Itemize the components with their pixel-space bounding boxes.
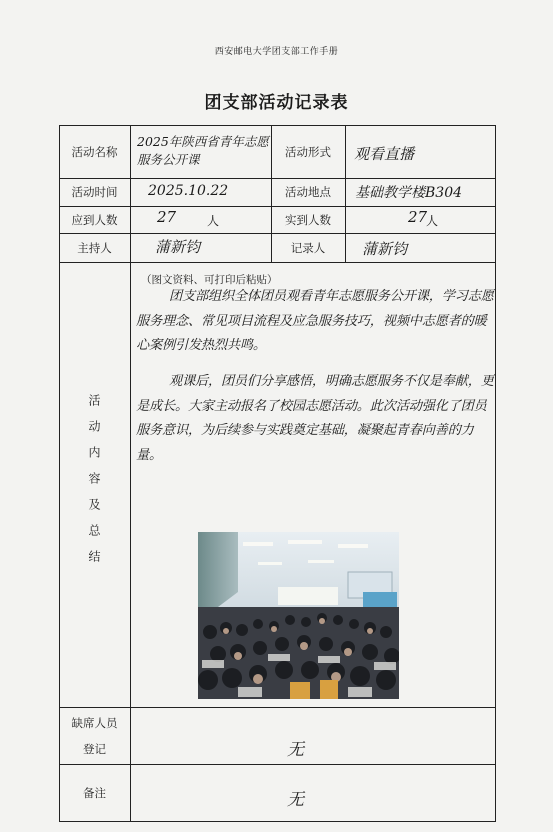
- actual-count-unit: 人: [426, 214, 439, 228]
- actual-count-value: 27: [408, 208, 428, 226]
- remarks-label: 备注: [83, 786, 106, 800]
- handbook-header: 西安邮电大学团支部工作手册: [214, 47, 339, 57]
- classroom-photo-illustration: [198, 532, 399, 699]
- activity-photo: [198, 532, 399, 699]
- summary-paragraph-1: 团支部组织全体团员观看青年志愿服务公开课，学习志愿服务理念、常见项目流程及应急服务技巧，视频中志愿者的暖心案例引发热烈共鸣。: [136, 289, 494, 353]
- content-label-text: 活动内容及总结: [87, 393, 101, 576]
- host-value: 蒲新钧: [155, 238, 201, 256]
- activity-place-label: 活动地点: [285, 185, 331, 199]
- activity-time-label: 活动时间: [71, 185, 118, 199]
- recorder-value: 蒲新钧: [362, 240, 408, 258]
- column-divider: [130, 125, 131, 822]
- activity-form-label: 活动形式: [285, 144, 331, 159]
- summary-paragraph-2: 观课后，团员们分享感悟，明确志愿服务不仅是奉献，更是成长。大家主动报名了校园志愿活动。此次活动强化了团员服务意识，为后续参与实践奠定基础，凝聚起青春向善的力量。: [136, 374, 494, 463]
- column-divider: [345, 125, 346, 262]
- expected-count-unit: 人: [207, 214, 220, 228]
- recorder-label: 记录人: [290, 240, 326, 255]
- absent-value: 无: [287, 740, 304, 760]
- activity-name-label: 活动名称: [71, 144, 118, 159]
- form-title: 团支部活动记录表: [204, 93, 349, 113]
- expected-count-value: 27: [157, 208, 177, 226]
- activity-place-value: 基础教学楼B304: [355, 185, 463, 201]
- activity-time-value: 2025.10.22: [148, 183, 229, 199]
- remarks-value: 无: [287, 790, 304, 810]
- host-label: 主持人: [77, 240, 112, 255]
- expected-count-label: 应到人数: [71, 212, 118, 227]
- activity-form-value: 观看直播: [354, 145, 415, 163]
- attachment-note: （图文资料、可打印后粘贴）: [141, 274, 278, 286]
- content-label: [59, 262, 130, 707]
- actual-count-label: 实到人数: [285, 212, 331, 227]
- activity-name-value: 2025年陕西省青年志愿服务公开课: [137, 134, 269, 167]
- absent-label: 缺席人员登记: [71, 715, 118, 756]
